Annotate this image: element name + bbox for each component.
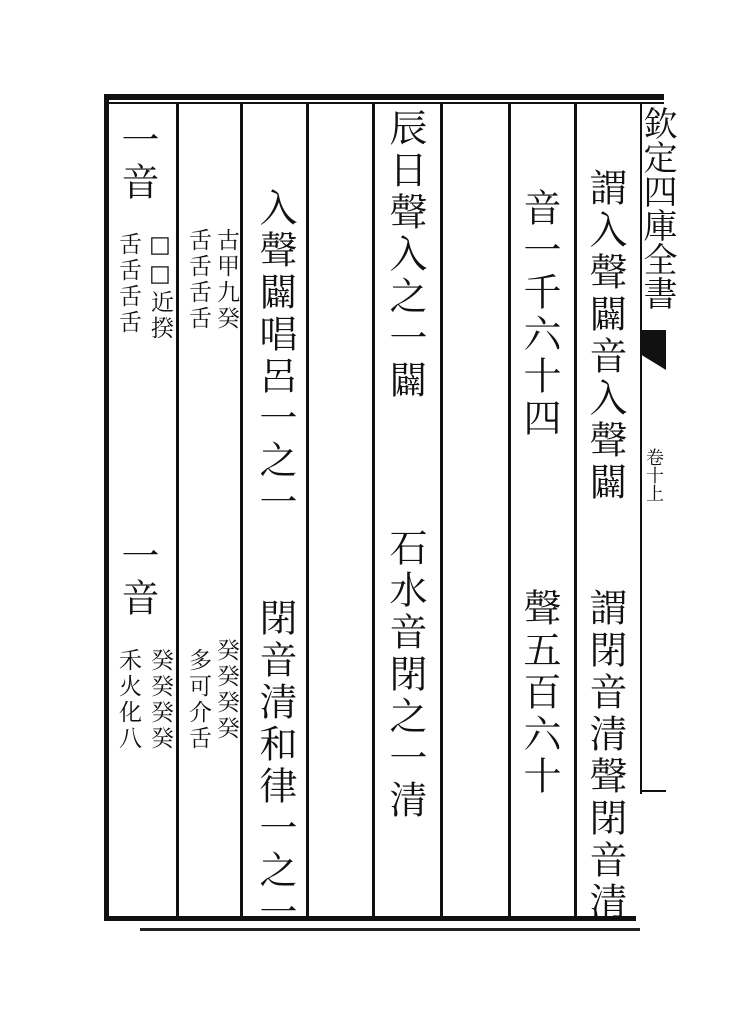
column-7-top-text: 舌舌舌舌 xyxy=(185,228,211,332)
column-2-bottom-text: 聲五百六十 xyxy=(517,588,561,798)
column-8a-bottom-text: 癸癸癸癸 xyxy=(147,648,173,752)
column-rule xyxy=(508,104,511,916)
bottom-border-inner xyxy=(140,928,640,931)
column-8b-bottom-text: 禾火化八 xyxy=(115,648,141,752)
edge-bottom-rule xyxy=(640,790,666,792)
column-2-top-text: 音一千六十四 xyxy=(517,188,561,440)
column-1-top-text: 謂入聲闢音入聲闢 xyxy=(583,168,627,504)
column-rule xyxy=(240,104,243,916)
book-title: 欽定四庫全書 xyxy=(637,106,677,310)
top-border xyxy=(104,94,664,100)
column-rule xyxy=(176,104,179,916)
bottom-border xyxy=(104,916,636,921)
column-rule xyxy=(574,104,577,916)
column-6-top-text: 古甲九癸 xyxy=(213,228,239,332)
column-8a-top-text: □□近揆 xyxy=(147,232,173,342)
column-rule xyxy=(372,104,375,916)
column-5-top-text: 入聲闢唱呂一之一 xyxy=(253,188,297,524)
column-6-bottom-text: 癸癸癸癸 xyxy=(213,638,239,742)
column-8b-top-text: 舌舌舌舌 xyxy=(115,232,141,336)
column-9-bottom-text: 一音 xyxy=(115,536,159,620)
column-5-bottom-text: 閉音清和律一之一 xyxy=(253,598,297,934)
column-rule xyxy=(440,104,443,916)
column-9-top-text: 一音 xyxy=(115,120,159,204)
left-border xyxy=(104,94,109,920)
column-3-top-text: 辰日聲入之一闢 xyxy=(383,108,427,402)
column-rule xyxy=(306,104,309,916)
volume-label: 卷十上 xyxy=(643,448,664,502)
column-3-bottom-text: 石水音閉之一清 xyxy=(383,528,427,822)
column-7-bottom-text: 多可介舌 xyxy=(185,648,211,752)
top-border-inner xyxy=(104,102,664,104)
column-1-bottom-text: 謂閉音清聲閉音清 xyxy=(583,588,627,924)
